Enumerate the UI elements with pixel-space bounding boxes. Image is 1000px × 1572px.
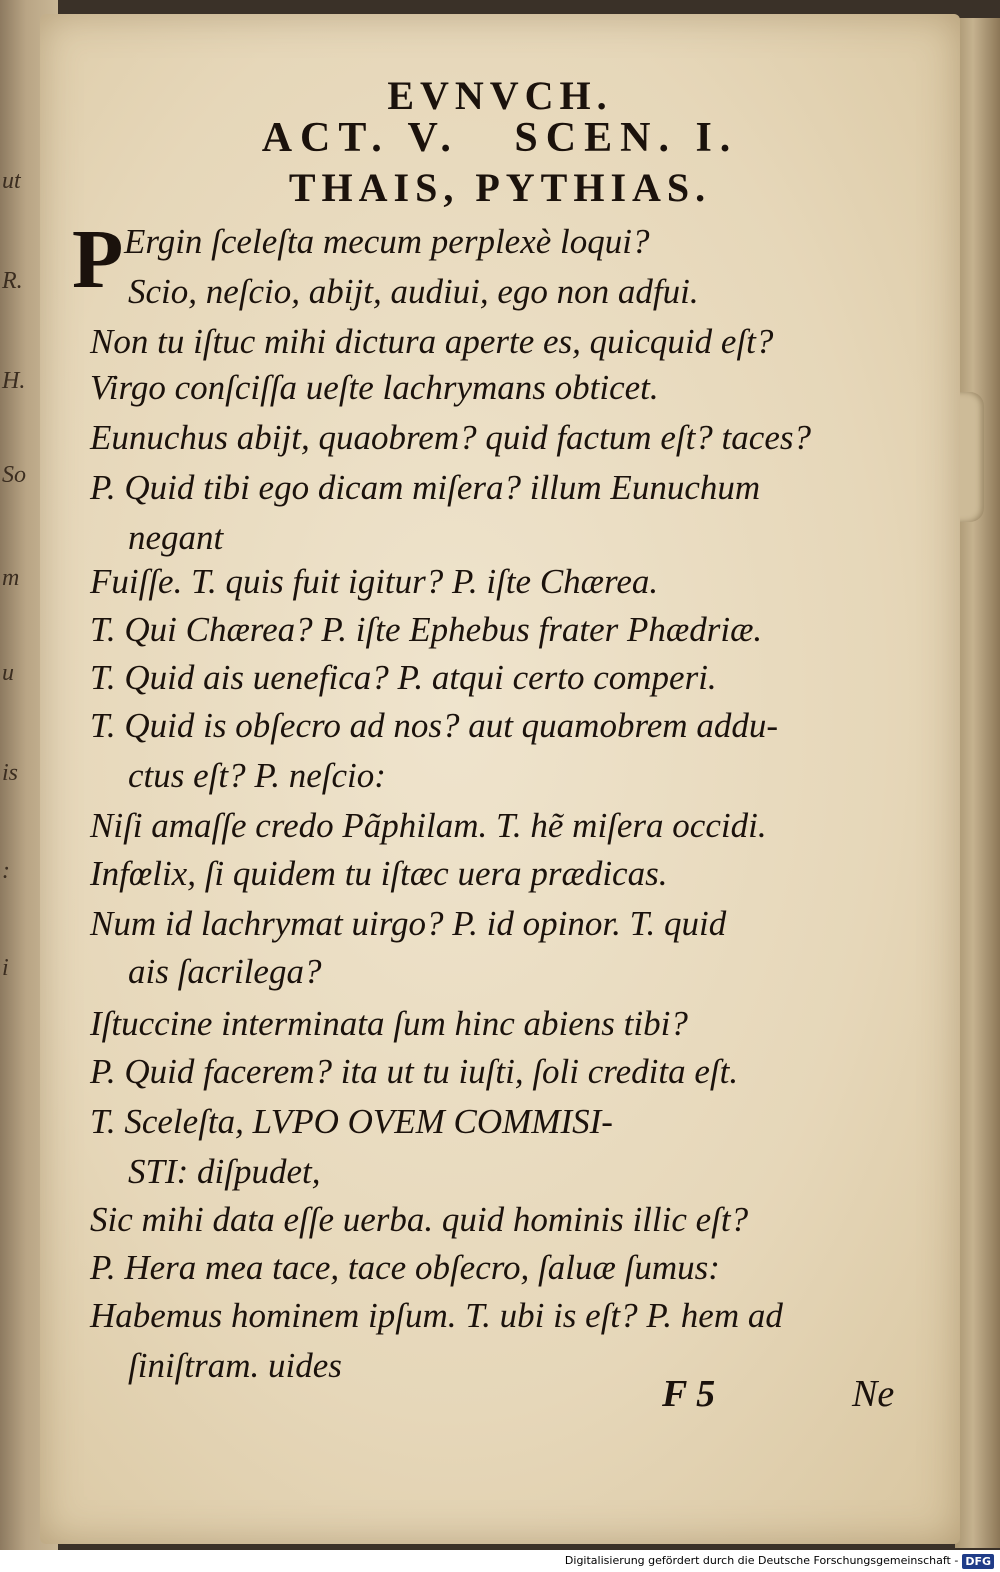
characters-heading: THAIS, PYTHIAS. <box>288 165 712 210</box>
text-line: Virgo conſciſſa ueſte lachrymans obticet. <box>90 368 659 407</box>
margin-fragment: u <box>2 660 14 686</box>
text-line: ctus eſt? P. neſcio: <box>128 756 386 795</box>
text-line: ais ſacrilega? <box>128 952 322 991</box>
text-line: T. Sceleſta, LVPO OVEM COMMISI- <box>90 1102 613 1141</box>
margin-fragment: i <box>2 955 9 981</box>
margin-fragment: m <box>2 565 20 591</box>
text-line: P. Quid tibi ego dicam miſera? illum Eunuchum <box>90 468 761 507</box>
text-line: Ergin ſceleſta mecum perplexè loqui? <box>124 222 650 261</box>
margin-fragment: H. <box>2 368 26 394</box>
text-line: Habemus hominem ipſum. T. ubi is eſt? P. hem ad <box>90 1296 783 1335</box>
text-line: P. Quid facerem? ita ut tu iuſti, ſoli credita eſt. <box>90 1052 739 1091</box>
margin-fragment: R. <box>2 268 23 294</box>
act-scene-heading: ACT. V. SCEN. I. <box>261 115 739 161</box>
margin-fragment: ut <box>2 168 21 194</box>
text-line: Iſtuccine interminata ſum hinc abiens tibi? <box>90 1004 688 1043</box>
margin-fragment: is <box>2 760 19 786</box>
text-line: Scio, neſcio, abijt, audiui, ego non adfui. <box>128 272 699 311</box>
digitization-credit-bar <box>0 1550 1000 1572</box>
text-line: Sic mihi data eſſe uerba. quid hominis illic eſt? <box>90 1200 749 1239</box>
page-tab <box>956 392 984 522</box>
credit-text: Digitalisierung gefördert durch die Deutsche Forschungsgemeinschaft - <box>564 1554 959 1567</box>
text-line: ſiniſtram. uides <box>128 1346 342 1385</box>
text-line: T. Quid is obſecro ad nos? aut quamobrem addu- <box>90 706 778 745</box>
text-line: Niſi amaſſe credo Pãphilam. T. hẽ miſera occidi. <box>90 806 767 845</box>
text-line: Fuiſſe. T. quis fuit igitur? P. iſte Chærea. <box>90 562 659 601</box>
signature-mark: F 5 <box>662 1373 716 1415</box>
text-line: T. Qui Chærea? P. iſte Ephebus frater Phædriæ. <box>90 610 763 649</box>
margin-fragment: : <box>2 858 10 884</box>
text-line: Eunuchus abijt, quaobrem? quid factum eſt? taces? <box>90 418 811 457</box>
text-line: Non tu iſtuc mihi dictura aperte es, quicquid eſt? <box>90 322 774 361</box>
text-line: Num id lachrymat uirgo? P. id opinor. T. quid <box>90 904 727 943</box>
text-line: P. Hera mea tace, tace obſecro, ſaluæ ſumus: <box>90 1248 720 1287</box>
text-line: T. Quid ais uenefica? P. atqui certo comperi. <box>90 658 717 697</box>
text-line: STI: diſpudet, <box>128 1152 321 1191</box>
play-title: EVNVCH. <box>387 73 613 118</box>
text-line: negant <box>128 518 224 557</box>
text-line: Infœlix, ſi quidem tu iſtæc uera prædicas. <box>90 854 668 893</box>
catchword: Ne <box>852 1373 895 1415</box>
dfg-logo-icon: DFG <box>962 1554 994 1569</box>
drop-cap: P <box>72 213 124 306</box>
margin-fragment: So <box>2 462 26 488</box>
